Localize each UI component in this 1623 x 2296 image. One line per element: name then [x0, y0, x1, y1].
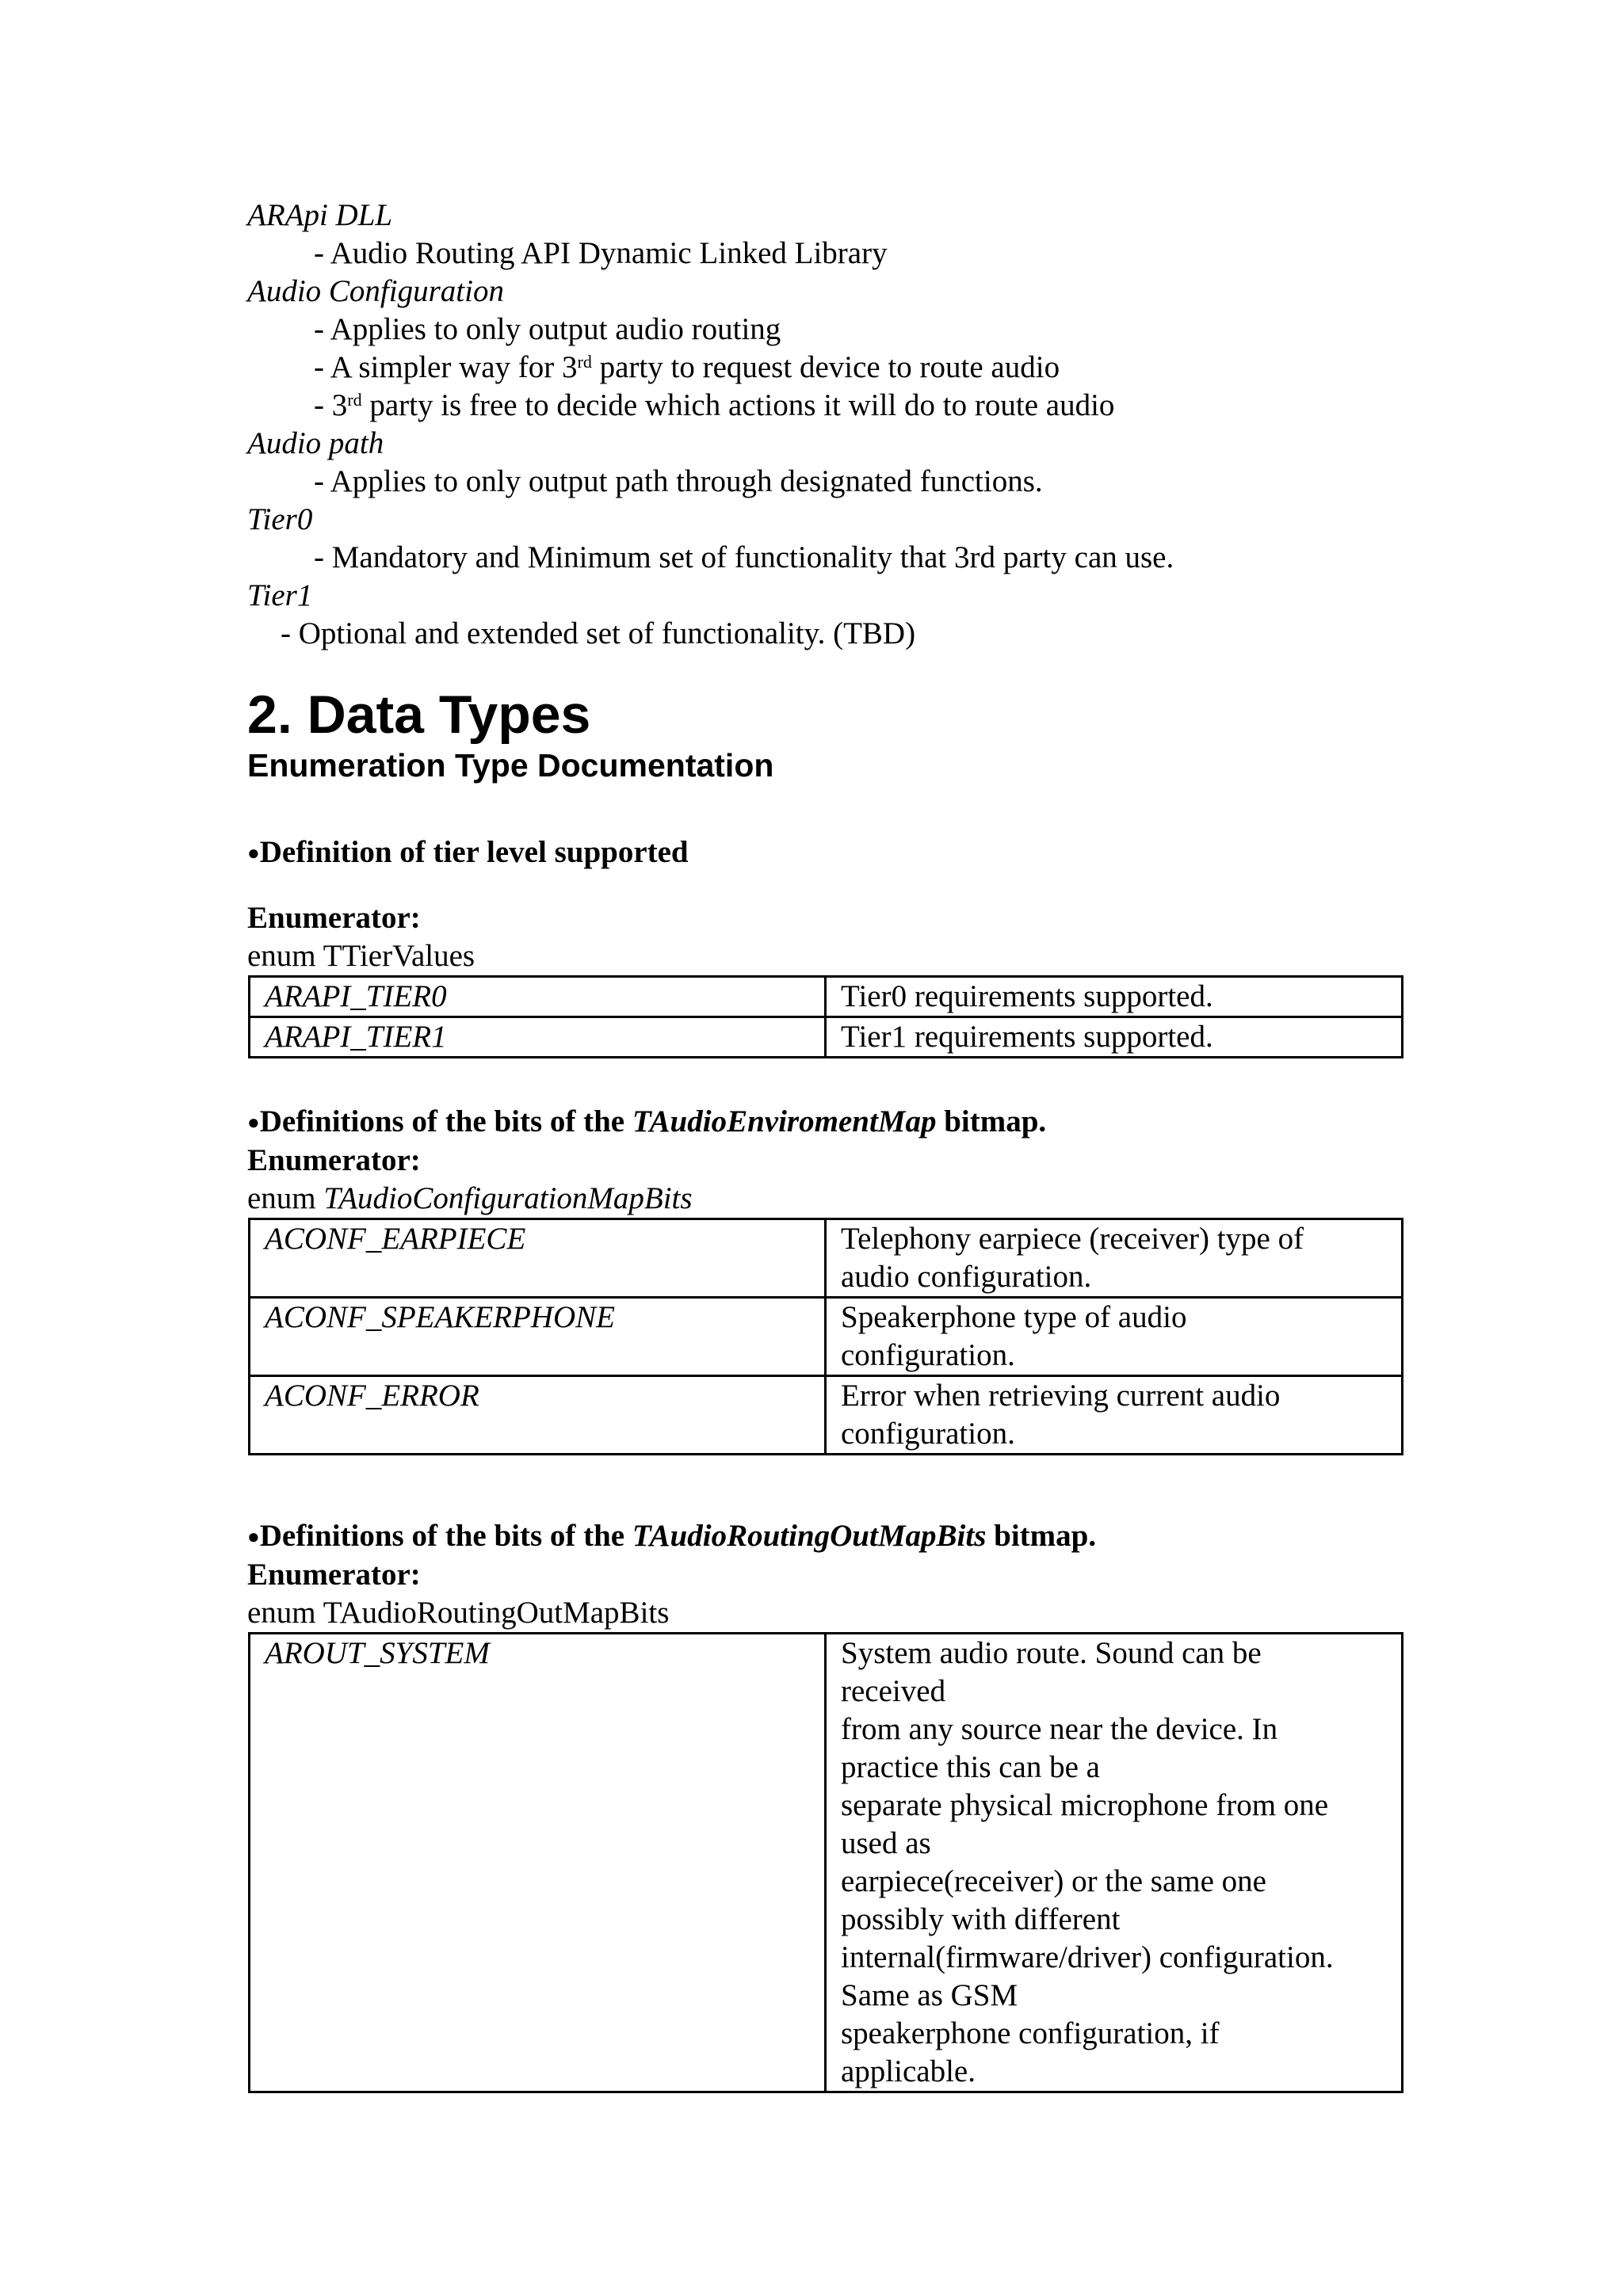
enum-desc: [826, 1219, 1403, 1298]
table-row: [250, 1219, 1403, 1298]
desc-line: audio configuration.: [841, 1260, 1092, 1294]
glossary-term: Tier0: [247, 502, 313, 536]
desc-line: used as: [841, 1826, 931, 1860]
enum-name-emphasis: TAudioConfigurationMapBits: [323, 1181, 693, 1215]
glossary-term: Audio Configuration: [247, 274, 504, 308]
enum-table-routing: [248, 1632, 1403, 2093]
enumerator-label: Enumerator:: [247, 1143, 421, 1177]
bullet-heading: [247, 1517, 1404, 1556]
bullet-dot-icon: ●: [247, 1111, 260, 1134]
desc-line: Error when retrieving current audio: [841, 1379, 1281, 1413]
desc-line: Telephony earpiece (receiver) type of: [841, 1222, 1304, 1256]
glossary-line: [247, 349, 1404, 387]
glossary: [247, 196, 1404, 653]
enumerator-label: Enumerator:: [247, 1558, 421, 1592]
text-run: - A simpler way for 3: [314, 350, 578, 384]
superscript: rd: [577, 352, 592, 372]
bullet-dot-icon: ●: [247, 841, 260, 864]
table-row: [250, 1634, 1403, 2092]
desc-line: internal(firmware/driver) configuration.: [841, 1940, 1334, 1974]
enum-desc: [826, 1376, 1403, 1455]
glossary-line: - Audio Routing API Dynamic Linked Library: [314, 236, 888, 270]
enumerator-label: Enumerator:: [247, 901, 421, 935]
glossary-term: Tier1: [247, 578, 313, 612]
desc-line: earpiece(receiver) or the same one: [841, 1864, 1266, 1898]
desc-line: System audio route. Sound can be: [841, 1636, 1262, 1670]
desc-line: Speakerphone type of audio: [841, 1300, 1187, 1334]
enum-desc: [826, 1298, 1403, 1376]
desc-line: configuration.: [841, 1338, 1015, 1372]
enum-name: enum TTierValues: [247, 939, 475, 973]
superscript: rd: [347, 390, 362, 410]
text-run: enum: [247, 1181, 324, 1215]
enum-key: AROUT_SYSTEM: [250, 1634, 826, 2092]
enum-table-tier: [248, 975, 1403, 1058]
desc-line: configuration.: [841, 1417, 1015, 1451]
section-title: 2. Data Types: [247, 685, 591, 745]
bullet-heading: [247, 1103, 1404, 1142]
text-run: party is free to decide which actions it will do to route audio: [361, 388, 1115, 422]
bullet-emphasis: TAudioEnviromentMap: [632, 1104, 937, 1138]
enum-key: ACONF_ERROR: [250, 1376, 826, 1455]
bullet-emphasis: TAudioRoutingOutMapBits: [632, 1519, 987, 1553]
desc-line: possibly with different: [841, 1902, 1121, 1936]
enum-key: ACONF_EARPIECE: [250, 1219, 826, 1298]
table-row: [250, 1298, 1403, 1376]
glossary-line: - Mandatory and Minimum set of functionality that 3rd party can use.: [314, 540, 1174, 574]
enum-key: ARAPI_TIER0: [250, 977, 826, 1017]
desc-line: speakerphone configuration, if: [841, 2016, 1220, 2050]
desc-line: from any source near the device. In: [841, 1712, 1278, 1746]
section-subtitle: Enumeration Type Documentation: [247, 747, 774, 784]
enum-table-config: [248, 1218, 1403, 1455]
enum-name: [247, 1180, 1404, 1218]
glossary-line: - Applies to only output path through designated functions.: [314, 464, 1043, 498]
desc-line: separate physical microphone from one: [841, 1788, 1329, 1822]
table-row: [250, 977, 1403, 1017]
enum-desc: Tier0 requirements supported.: [826, 977, 1403, 1017]
glossary-term: Audio path: [247, 426, 384, 460]
desc-line: received: [841, 1674, 946, 1708]
desc-line: applicable.: [841, 2054, 976, 2088]
bullet-text: Definitions of the bits of the: [259, 1104, 632, 1138]
text-run: - 3: [314, 388, 348, 422]
bullet-text: bitmap.: [936, 1104, 1047, 1138]
enum-key: ARAPI_TIER1: [250, 1017, 826, 1058]
text-run: party to request device to route audio: [591, 350, 1060, 384]
bullet-dot-icon: ●: [247, 1525, 260, 1548]
document-page: [247, 196, 1404, 2093]
enum-key: ACONF_SPEAKERPHONE: [250, 1298, 826, 1376]
glossary-line: - Optional and extended set of functionality. (TBD): [281, 616, 916, 650]
glossary-line: - Applies to only output audio routing: [314, 312, 781, 346]
desc-line: practice this can be a: [841, 1750, 1100, 1784]
table-row: [250, 1376, 1403, 1455]
bullet-heading: [247, 833, 1404, 872]
enum-name: enum TAudioRoutingOutMapBits: [247, 1596, 670, 1630]
glossary-line: [247, 387, 1404, 425]
desc-line: Same as GSM: [841, 1978, 1018, 2012]
bullet-text: bitmap.: [986, 1519, 1097, 1553]
bullet-text: Definitions of the bits of the: [259, 1519, 632, 1553]
enum-desc: [826, 1634, 1403, 2092]
bullet-text: Definition of tier level supported: [259, 835, 689, 869]
table-row: [250, 1017, 1403, 1058]
glossary-term: ARApi DLL: [247, 198, 393, 232]
enum-desc: Tier1 requirements supported.: [826, 1017, 1403, 1058]
